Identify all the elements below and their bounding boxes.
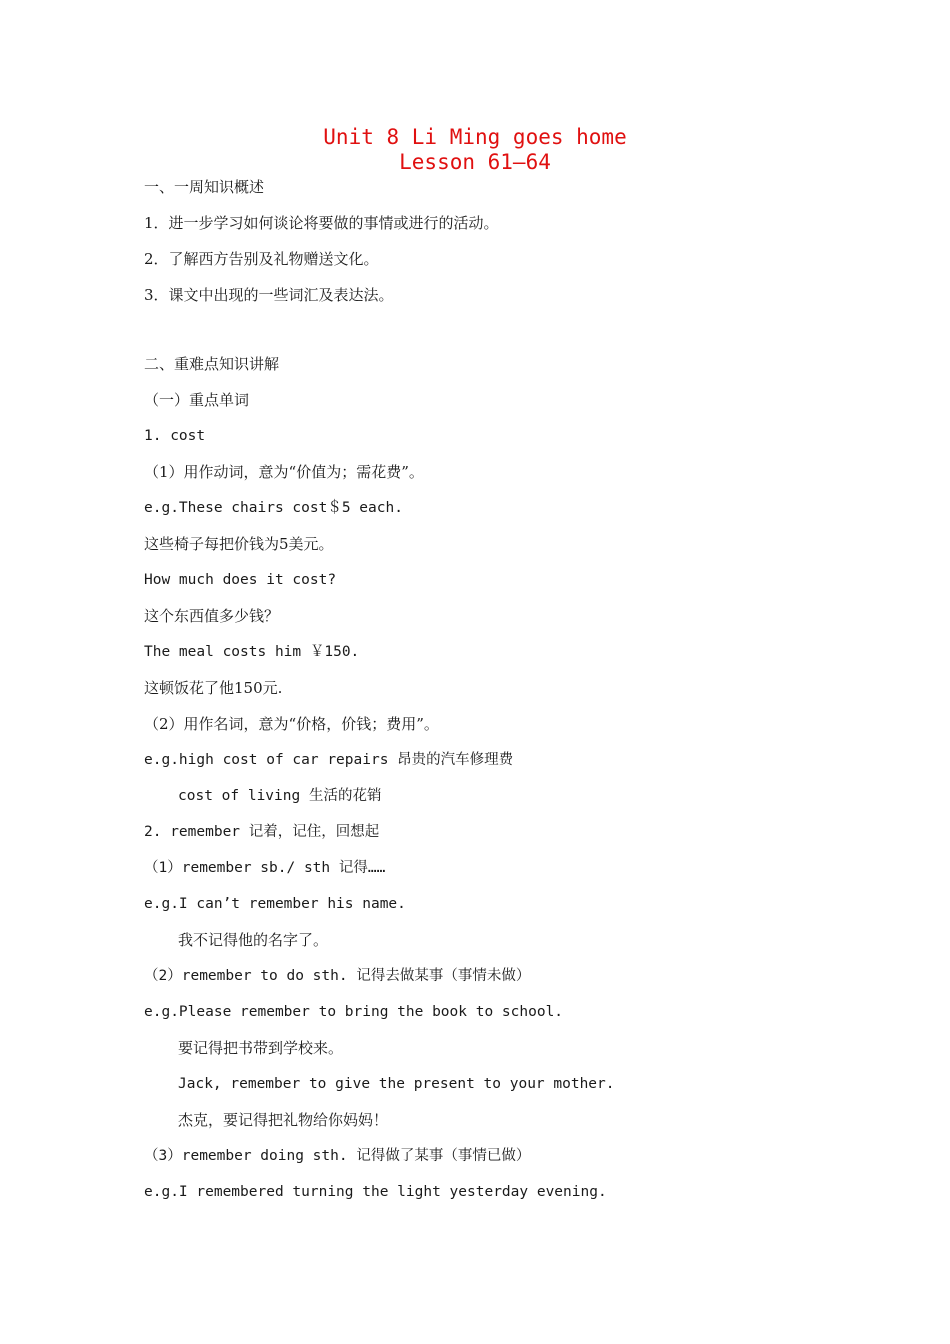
example-sentence: How much does it cost? <box>144 572 337 588</box>
example-translation: 这个东西值多少钱？ <box>144 607 280 625</box>
example-sentence: e.g.I can’t remember his name. <box>144 896 406 912</box>
example-translation: 这些椅子每把价钱为5美元。 <box>144 535 334 553</box>
remember-usage-3: （3）remember doing sth. 记得做了某事（事情已做） <box>144 1148 531 1164</box>
heading-key-points: 二、重难点知识讲解 <box>144 355 280 373</box>
cost-noun-usage: （2）用作名词，意为“价格，价钱；费用”。 <box>144 715 439 733</box>
example-translation: 这顿饭花了他150元. <box>144 679 283 697</box>
word-remember: 2. remember 记着，记住，回想起 <box>144 824 380 840</box>
subheading-key-words: （一）重点单词 <box>144 391 250 409</box>
cost-verb-usage: （1）用作动词，意为“价值为；需花费”。 <box>144 463 424 481</box>
example-sentence: e.g.I remembered turning the light yesterday evening. <box>144 1184 607 1200</box>
heading-overview: 一、一周知识概述 <box>144 178 265 196</box>
remember-usage-2: （2）remember to do sth. 记得去做某事（事情未做） <box>144 968 531 984</box>
example-translation: 要记得把书带到学校来。 <box>178 1039 344 1057</box>
example-translation: 杰克，要记得把礼物给你妈妈！ <box>178 1111 389 1129</box>
example-translation: 我不记得他的名字了。 <box>178 931 329 949</box>
title-lesson: Lesson 61—64 <box>399 150 551 174</box>
example-sentence: e.g.high cost of car repairs 昂贵的汽车修理费 <box>144 752 514 768</box>
example-sentence: e.g.Please remember to bring the book to school. <box>144 1004 564 1020</box>
example-sentence: Jack, remember to give the present to your mother. <box>178 1076 615 1092</box>
word-cost: 1. cost <box>144 428 206 444</box>
overview-item-3: 3．课文中出现的一些词汇及表达法。 <box>144 286 394 304</box>
title-unit: Unit 8 Li Ming goes home <box>323 125 627 149</box>
overview-item-2: 2．了解西方告别及礼物赠送文化。 <box>144 250 379 268</box>
example-sentence: cost of living 生活的花销 <box>178 788 382 804</box>
overview-item-1: 1．进一步学习如何谈论将要做的事情或进行的活动。 <box>144 214 499 232</box>
example-sentence: The meal costs him ￥150. <box>144 644 360 660</box>
example-sentence: e.g.These chairs cost＄5 each. <box>144 500 403 516</box>
remember-usage-1: （1）remember sb./ sth 记得…… <box>144 860 386 876</box>
